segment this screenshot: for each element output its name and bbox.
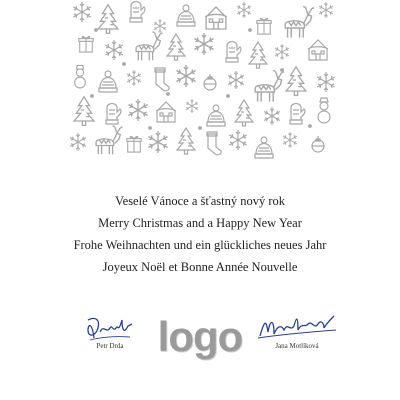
gift-icon — [127, 136, 141, 152]
snowflake-icon — [186, 99, 198, 113]
snowflake-icon — [319, 2, 333, 18]
greeting-german: Frohe Weihnachten und ein glückliches neues Jahr — [73, 238, 327, 252]
christmas-tree-icon — [286, 67, 306, 96]
mitten-icon — [130, 2, 145, 23]
snowflake-icon — [275, 44, 289, 60]
snowflake-icon — [228, 71, 244, 89]
dot-icon — [309, 125, 312, 128]
snowflake-icon — [229, 130, 246, 150]
company-logo — [152, 312, 248, 362]
snowman-icon — [318, 98, 330, 123]
snowflake-icon — [128, 99, 147, 121]
dot-icon — [227, 95, 230, 98]
signature-row — [0, 308, 400, 368]
knit-hat-icon — [177, 5, 195, 26]
greeting-czech: Veselé Vánoce a šťastný nový rok — [115, 194, 285, 208]
dot-icon — [91, 95, 94, 98]
snowflake-icon — [283, 132, 297, 148]
signature-right-name: Jana Motlíková — [275, 342, 319, 350]
reindeer-icon — [136, 32, 162, 61]
snowflake-icon — [73, 2, 90, 22]
stocking-icon — [207, 132, 221, 155]
mitten-icon — [226, 42, 241, 63]
logo-text: logo — [157, 313, 243, 360]
dot-icon — [167, 93, 170, 96]
greeting-french: Joyeux Noël et Bonne Année Nouvelle — [102, 260, 298, 274]
dot-icon — [249, 29, 252, 32]
mitten-icon — [290, 104, 305, 125]
greeting-english: Merry Christmas and a Happy New Year — [98, 216, 302, 230]
signature-left-name: Petr Drda — [96, 342, 124, 350]
reindeer-icon — [285, 6, 314, 37]
christmas-pattern — [68, 0, 340, 160]
snowflake-icon — [127, 70, 141, 86]
knit-hat-icon — [99, 71, 117, 92]
snowflake-icon — [264, 107, 280, 125]
dot-icon — [123, 63, 126, 66]
dot-icon — [281, 69, 284, 72]
christmas-tree-icon — [235, 100, 253, 126]
ornament-icon — [312, 136, 324, 152]
house-icon — [156, 102, 176, 122]
signature-right — [252, 310, 342, 350]
gift-icon — [79, 36, 93, 52]
snowflake-icon — [148, 131, 167, 153]
house-icon — [205, 7, 227, 29]
snowflake-icon — [105, 40, 122, 60]
dot-icon — [199, 127, 202, 130]
knit-hat-icon — [255, 137, 273, 158]
handwritten-signature-icon — [254, 310, 340, 344]
christmas-tree-icon — [177, 128, 195, 154]
christmas-tree-icon — [74, 97, 94, 126]
christmas-tree-icon — [249, 42, 267, 68]
signature-left — [80, 310, 140, 350]
stocking-icon — [155, 68, 169, 91]
snowflake-icon — [194, 33, 213, 55]
snowflake-icon — [70, 133, 86, 151]
dot-icon — [95, 29, 98, 32]
handwritten-signature-icon — [82, 310, 138, 344]
gift-icon — [257, 18, 271, 34]
snowman-icon — [75, 65, 86, 88]
christmas-tree-icon — [167, 34, 185, 60]
snowflake-icon — [317, 72, 334, 92]
knit-hat-icon — [207, 105, 225, 126]
pattern-artwork — [68, 0, 340, 160]
house-icon — [308, 40, 328, 60]
greetings-block — [0, 190, 400, 278]
mitten-icon — [106, 104, 121, 125]
christmas-tree-icon — [98, 5, 118, 34]
reindeer-icon — [96, 126, 122, 155]
dot-icon — [149, 127, 152, 130]
ornament-icon — [204, 74, 216, 90]
snowflake-icon — [154, 19, 166, 33]
snowflake-icon — [176, 65, 195, 87]
snowflake-icon — [237, 2, 251, 18]
reindeer-icon — [255, 70, 284, 101]
